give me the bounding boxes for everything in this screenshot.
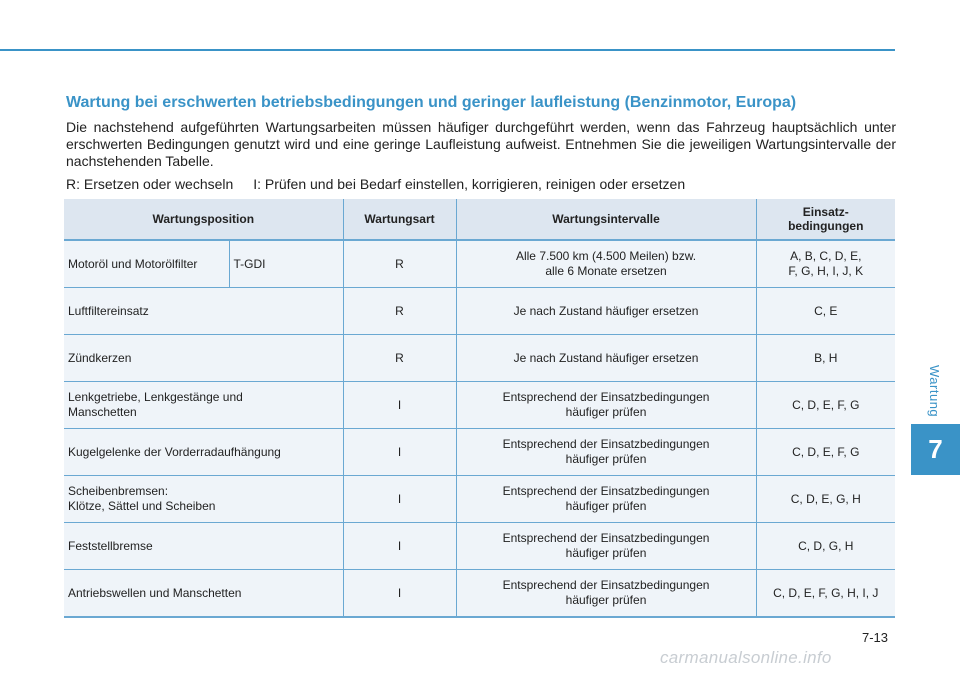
legend-i: I: Prüfen und bei Bedarf einstellen, korrigieren, reinigen oder ersetzen [253, 176, 686, 192]
cell-position: Lenkgetriebe, Lenkgestänge und Manschetten [64, 382, 343, 429]
table-row [64, 335, 895, 382]
table-row [64, 288, 895, 335]
cell-type: I [343, 476, 456, 523]
cell-type: I [343, 570, 456, 618]
cell-interval: Entsprechend der Einsatzbedingungen häufiger prüfen [456, 476, 756, 523]
cell-position: Motoröl und Motorölfilter [64, 240, 229, 288]
legend-r: R: Ersetzen oder wechseln [66, 176, 234, 192]
table-row [64, 240, 895, 288]
cell-engine-variant: T-GDI [229, 240, 343, 288]
cell-conditions: C, D, G, H [756, 523, 895, 570]
cell-type: R [343, 335, 456, 382]
cell-type: R [343, 240, 456, 288]
watermark: carmanualsonline.info [660, 648, 832, 667]
cell-interval: Entsprechend der Einsatzbedingungen häufiger prüfen [456, 382, 756, 429]
cell-position: Zündkerzen [64, 335, 343, 382]
table-row [64, 382, 895, 429]
table-row [64, 476, 895, 523]
cell-conditions: C, D, E, G, H [756, 476, 895, 523]
cell-type: R [343, 288, 456, 335]
header-interval: Wartungsintervalle [456, 199, 756, 240]
intro-paragraph: Die nachstehend aufgeführten Wartungsarbeiten müssen häufiger durchgeführt werden, wenn das Fahrzeug hauptsächlich unter erschwerten Bedingungen genutzt wird und eine geringe Laufleistung aufweist. Entnehmen Sie die jeweiligen Wartungsintervalle der nachstehenden Tabelle. [66, 119, 896, 169]
cell-position: Feststellbremse [64, 523, 343, 570]
header-position: Wartungsposition [64, 199, 343, 240]
legend [66, 176, 685, 192]
cell-type: I [343, 382, 456, 429]
cell-conditions: B, H [756, 335, 895, 382]
cell-position: Scheibenbremsen: Klötze, Sättel und Scheiben [64, 476, 343, 523]
page-number: 7-13 [862, 630, 889, 645]
cell-type: I [343, 523, 456, 570]
cell-interval: Je nach Zustand häufiger ersetzen [456, 288, 756, 335]
cell-position: Kugelgelenke der Vorderradaufhängung [64, 429, 343, 476]
cell-interval: Entsprechend der Einsatzbedingungen häufiger prüfen [456, 523, 756, 570]
table-header-row [64, 199, 895, 240]
table-row [64, 429, 895, 476]
cell-conditions: C, D, E, F, G, H, I, J [756, 570, 895, 618]
maintenance-table [64, 199, 895, 618]
table-row [64, 523, 895, 570]
cell-position: Antriebswellen und Manschetten [64, 570, 343, 618]
table-row [64, 570, 895, 618]
cell-interval: Alle 7.500 km (4.500 Meilen) bzw. alle 6 Monate ersetzen [456, 240, 756, 288]
table-body [64, 240, 895, 617]
cell-position: Luftfiltereinsatz [64, 288, 343, 335]
cell-conditions: A, B, C, D, E, F, G, H, I, J, K [756, 240, 895, 288]
cell-interval: Entsprechend der Einsatzbedingungen häufiger prüfen [456, 570, 756, 618]
chapter-number-badge: 7 [911, 424, 960, 475]
top-rule [0, 49, 895, 51]
header-type: Wartungsart [343, 199, 456, 240]
cell-conditions: C, E [756, 288, 895, 335]
header-conditions: Einsatz- bedingungen [756, 199, 895, 240]
cell-interval: Je nach Zustand häufiger ersetzen [456, 335, 756, 382]
cell-conditions: C, D, E, F, G [756, 382, 895, 429]
cell-type: I [343, 429, 456, 476]
cell-interval: Entsprechend der Einsatzbedingungen häufiger prüfen [456, 429, 756, 476]
cell-conditions: C, D, E, F, G [756, 429, 895, 476]
section-title: Wartung bei erschwerten betriebsbedingungen und geringer laufleistung (Benzinmotor, Europa) [66, 94, 797, 111]
side-tab-label: Wartung [927, 365, 942, 418]
